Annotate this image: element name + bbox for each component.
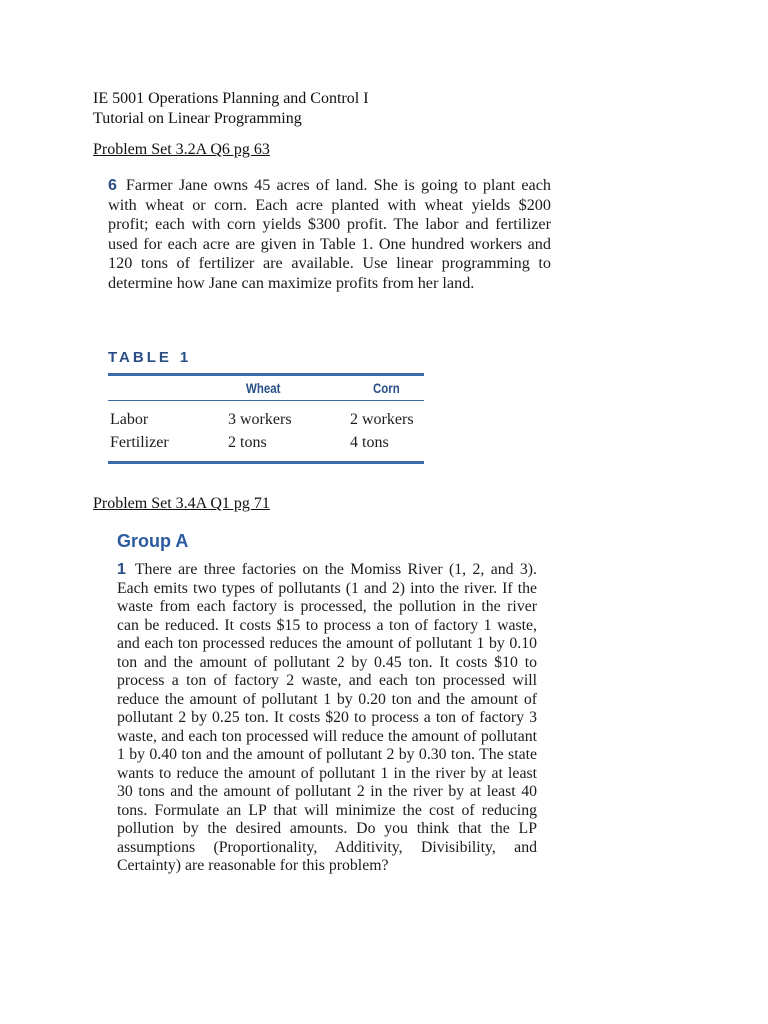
problem-reference-2: Problem Set 3.4A Q1 pg 71	[93, 495, 270, 512]
column-header-corn: Corn	[373, 381, 400, 396]
table-cell: 2 workers	[350, 411, 414, 428]
table-cell: 4 tons	[350, 434, 389, 451]
table-cell: 3 workers	[228, 411, 292, 428]
table-row-label: Labor	[110, 411, 149, 428]
problem-1-text: There are three factories on the Momiss River (1, 2, and 3). Each emits two types of pollutants (1 and 2) into the river. If the waste from each factory is processed, the pollution in the river can be reduced. It costs $15 to process a ton of factory 1 waste, and each ton processed reduces the amount of pollutant 1 by 0.10 ton and the amount of pollutant 2 by 0.45 ton. It costs $10 to process a ton of factory 2 waste, and each ton processed will reduce the amount of pollutant 1 by 0.20 ton and the amount of pollutant 2 by 0.25 ton. It costs $20 to process a ton of factory 3 waste, and each ton processed will reduce the amount of pollutant 1 by 0.40 ton and the amount of pollutant 2 by 0.30 ton. The state wants to reduce the amount of pollutant 1 in the river by at least 30 tons and the amount of pollutant 2 in the river by at least 40 tons. Formulate an LP that will minimize the cost of reducing pollution by the desired amounts. Do you think that the LP assumptions (Proportionality, Additivity, Divisibility, and Certainty) are reasonable for this problem?	[117, 561, 537, 874]
table-title-label: TABLE	[108, 349, 172, 366]
problem-6-block	[108, 176, 551, 294]
tutorial-title: Tutorial on Linear Programming	[93, 110, 302, 127]
table-header-rule	[108, 400, 424, 401]
problem-number: 6	[108, 177, 117, 194]
table-title	[108, 349, 188, 366]
table-bottom-rule	[108, 461, 424, 464]
problem-number: 1	[117, 561, 126, 578]
problem-1-block	[117, 561, 537, 876]
table-cell: 2 tons	[228, 434, 267, 451]
group-heading: Group A	[117, 531, 189, 551]
problem-reference-1: Problem Set 3.2A Q6 pg 63	[93, 141, 270, 158]
problem-6-text: Farmer Jane owns 45 acres of land. She is going to plant each with wheat or corn. Each acre planted with wheat yields $200 profit; each with corn yields $300 profit. The labor and fertilizer used for each acre are given in Table 1. One hundred workers and 120 tons of fertilizer are available. Use linear programming to determine how Jane can maximize profits from her land.	[108, 176, 551, 292]
table-number: 1	[179, 349, 189, 366]
course-title: IE 5001 Operations Planning and Control I	[93, 90, 369, 107]
column-header-wheat: Wheat	[246, 381, 281, 396]
table-top-rule	[108, 373, 424, 376]
table-row-label: Fertilizer	[110, 434, 169, 451]
